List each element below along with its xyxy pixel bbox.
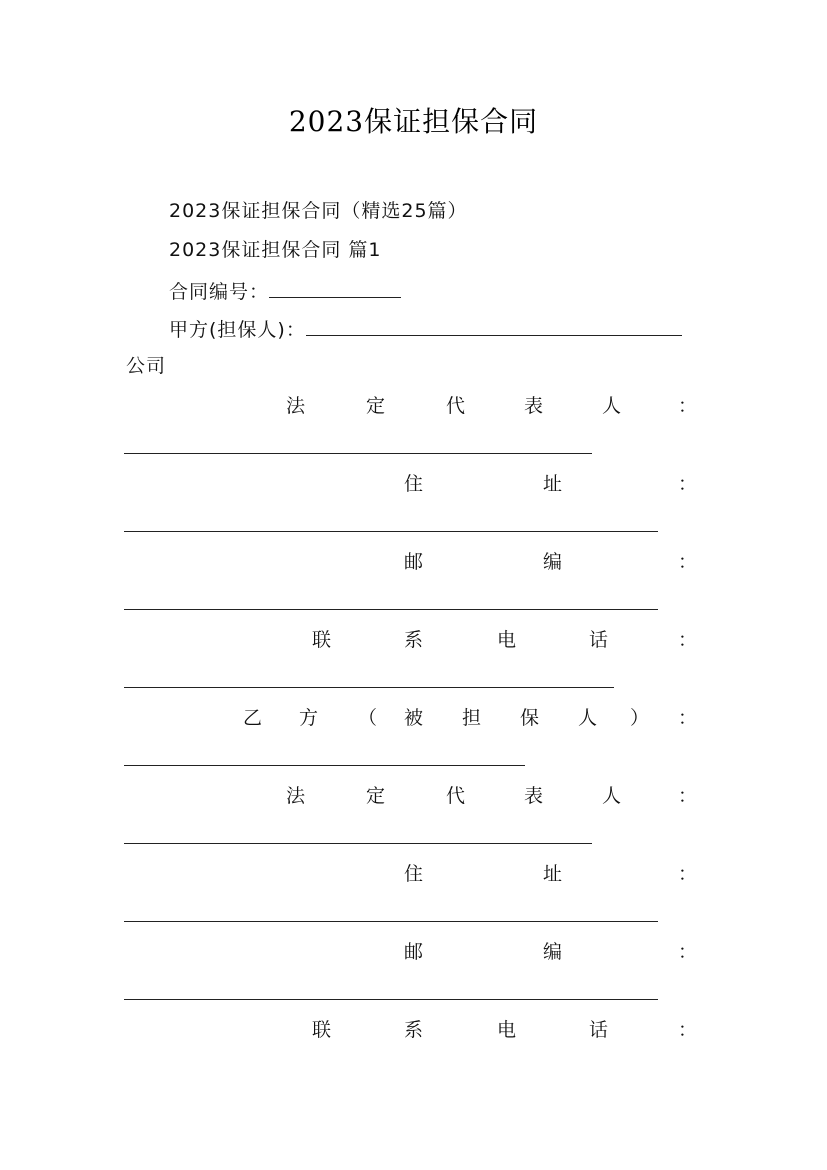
- field-colon: ：: [678, 707, 698, 729]
- party-a-label: 甲方(担保人)：: [169, 319, 306, 341]
- party-a-blank[interactable]: [306, 315, 682, 336]
- subtitle: 2023保证担保合同（精选25篇）: [169, 200, 468, 222]
- field-postcode-char: 邮: [404, 941, 424, 963]
- field-colon: ：: [678, 551, 698, 573]
- field-colon: ：: [678, 395, 698, 417]
- field-party-b-char: 被: [404, 707, 424, 729]
- section-heading: 2023保证担保合同 篇1: [169, 239, 382, 261]
- field-legal-rep-char: 法: [286, 785, 306, 807]
- field-postcode-blank[interactable]: [124, 999, 658, 1000]
- field-party-b-char: 乙: [243, 707, 263, 729]
- field-phone-char: 联: [312, 1019, 332, 1041]
- field-address-char: 址: [543, 863, 563, 885]
- field-legal-rep-char: 人: [602, 785, 622, 807]
- field-address-blank[interactable]: [124, 921, 658, 922]
- contract-number-blank[interactable]: [269, 277, 401, 298]
- field-legal-rep-char: 表: [524, 785, 544, 807]
- field-party-b-char: 保: [520, 707, 540, 729]
- field-colon: ：: [678, 1019, 698, 1041]
- field-legal-rep-blank[interactable]: [124, 453, 592, 454]
- field-phone-char: 话: [589, 629, 609, 651]
- company-word: 公司: [126, 355, 167, 377]
- field-colon: ：: [678, 863, 698, 885]
- field-phone-char: 电: [497, 629, 517, 651]
- field-colon: ：: [678, 941, 698, 963]
- field-postcode-blank[interactable]: [124, 609, 658, 610]
- field-legal-rep-char: 表: [524, 395, 544, 417]
- field-party-b-blank[interactable]: [124, 765, 525, 766]
- party-a-line: [169, 315, 682, 343]
- field-address-blank[interactable]: [124, 531, 658, 532]
- field-address-char: 住: [404, 863, 424, 885]
- field-colon: ：: [678, 629, 698, 651]
- field-party-b-char: （: [358, 707, 378, 729]
- field-colon: ：: [678, 473, 698, 495]
- field-phone-char: 电: [497, 1019, 517, 1041]
- field-postcode-char: 编: [543, 551, 563, 573]
- field-phone-char: 系: [404, 629, 424, 651]
- contract-number-label: 合同编号：: [169, 281, 270, 303]
- field-party-b-char: 担: [462, 707, 482, 729]
- field-phone-char: 联: [312, 629, 332, 651]
- contract-number-line: [169, 277, 401, 305]
- field-party-b-char: 方: [299, 707, 319, 729]
- page-title: 2023保证担保合同: [288, 105, 539, 138]
- field-party-b-char: 人: [578, 707, 598, 729]
- field-legal-rep-char: 定: [366, 395, 386, 417]
- field-address-char: 住: [404, 473, 424, 495]
- field-legal-rep-blank[interactable]: [124, 843, 592, 844]
- field-colon: ：: [678, 785, 698, 807]
- field-party-b-char: ）: [630, 707, 650, 729]
- field-address-char: 址: [543, 473, 563, 495]
- field-legal-rep-char: 代: [446, 395, 466, 417]
- field-phone-char: 话: [589, 1019, 609, 1041]
- field-phone-blank[interactable]: [124, 687, 614, 688]
- field-postcode-char: 编: [543, 941, 563, 963]
- field-legal-rep-char: 人: [602, 395, 622, 417]
- field-phone-char: 系: [404, 1019, 424, 1041]
- field-legal-rep-char: 定: [366, 785, 386, 807]
- field-legal-rep-char: 代: [446, 785, 466, 807]
- field-legal-rep-char: 法: [286, 395, 306, 417]
- field-postcode-char: 邮: [404, 551, 424, 573]
